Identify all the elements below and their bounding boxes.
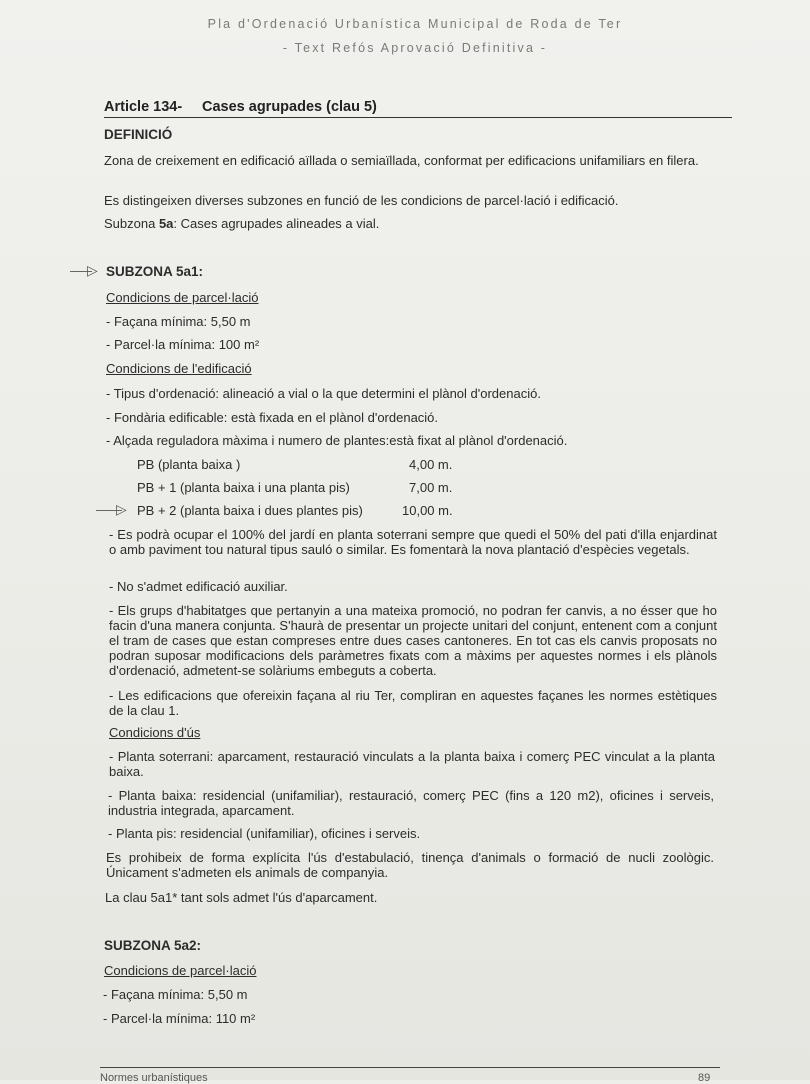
parcelacio-heading-5a2: Condicions de parcel·lació [104, 963, 257, 978]
running-header-title: Pla d'Ordenació Urbanística Municipal de Roda de Ter [207, 17, 623, 31]
us-planta-baixa: - Planta baixa: residencial (unifamiliar), restauració, comerç PEC (fins a 120 m2), oficines i serveis, industria integrada, aparcament. [108, 788, 714, 818]
subzona-code: 5a [158, 216, 174, 231]
running-header-subtitle: - Text Refós Aprovació Definitiva - [282, 41, 548, 55]
tipus-ordenacio: - Tipus d'ordenació: alineació a vial o la que determini el plànol d'ordenació. [106, 386, 541, 401]
footer-label: Normes urbanístiques [100, 1072, 208, 1084]
us-planta-pis: - Planta pis: residencial (unifamiliar), oficines i serveis. [108, 826, 421, 841]
planta-row-value: 7,00 m. [409, 480, 453, 495]
soterrani-paragraph: - Es podrà ocupar el 100% del jardí en planta soterrani sempre que quedi el 50% del pati d'illa enjardinat o amb paviment tou natural tipus sauló o similar. Es fomentarà la nova plantació d'espècies vegetals. [109, 527, 717, 557]
prohibeix-paragraph: Es prohibeix de forma explícita l'ús d'estabulació, tinença d'animals o formació de nucli zoològic. Únicament s'admeten els animals de companyia. [106, 850, 714, 880]
footer-rule [100, 1067, 720, 1068]
article-name: Cases agrupades (clau 5) [202, 99, 377, 115]
planta-row-label: PB + 1 (planta baixa i una planta pis) [137, 480, 350, 495]
definicio-paragraph-2: Es distingeixen diverses subzones en funció de les condicions de parcel·lació i edificació. [104, 193, 619, 208]
definicio-paragraph-3 [104, 216, 379, 231]
page-number: 89 [698, 1072, 711, 1084]
article-number: Article 134- [104, 99, 183, 115]
subzona-5a1-heading: SUBZONA 5a1: [106, 264, 204, 279]
us-heading: Condicions d'ús [109, 725, 201, 740]
planta-row-value: 10,00 m. [402, 503, 453, 518]
handwritten-arrow-icon: ▷ [116, 501, 127, 517]
subzona-prefix: Subzona [104, 216, 159, 231]
planta-row-label: PB + 2 (planta baixa i dues plantes pis) [137, 503, 363, 518]
facana-minima: - Façana mínima: 5,50 m [106, 314, 251, 329]
subzona-5a2-heading: SUBZONA 5a2: [104, 938, 202, 953]
fondaria-edificable: - Fondària edificable: està fixada en el plànol d'ordenació. [106, 410, 439, 425]
parcelacio-heading: Condicions de parcel·lació [106, 290, 259, 305]
definicio-heading: DEFINICIÓ [104, 127, 173, 142]
parcela-minima: - Parcel·la mínima: 100 m² [106, 337, 260, 352]
ter-paragraph: - Les edificacions que ofereixin façana al riu Ter, compliran en aquestes façanes les normes estètiques de la clau 1. [109, 688, 717, 718]
planta-row-value: 4,00 m. [409, 457, 453, 472]
grups-paragraph: - Els grups d'habitatges que pertanyin a una mateixa promoció, no podran fer canvis, a no ésser que ho facin d'una manera conjunta. S'haurà de presentar un projecte unitari del conjunt, entenent com a conjunt el tram de cases que estan compreses entre dues cases cantoneres. En tot cas els canvis proposats no podran suposar modificacions dels paràmetres fixats com a màxims per aquestes normes i els plànols d'ordenació, admetent-se solàriums embeguts a coberta. [109, 603, 717, 678]
handwritten-arrow-icon: ▷ [87, 262, 98, 278]
parcela-minima-5a2: - Parcel·la mínima: 110 m² [103, 1011, 256, 1026]
definicio-paragraph-1: Zona de creixement en edificació aïllada o semiaïllada, conformat per edificacions unifamiliars en filera. [104, 153, 699, 168]
subzona-description: : Cases agrupades alineades a vial. [173, 216, 380, 231]
planta-row-label: PB (planta baixa ) [137, 457, 241, 472]
facana-minima-5a2: - Façana mínima: 5,50 m [103, 987, 248, 1002]
clau-5a1-paragraph: La clau 5a1* tant sols admet l'ús d'aparcament. [105, 890, 378, 905]
alcada-reguladora: - Alçada reguladora màxima i numero de plantes:està fixat al plànol d'ordenació. [106, 433, 568, 448]
edificacio-heading: Condicions de l'edificació [106, 361, 252, 376]
article-title [104, 99, 732, 118]
auxiliar-paragraph: - No s'admet edificació auxiliar. [109, 579, 288, 594]
us-soterrani: - Planta soterrani: aparcament, restauració vinculats a la planta baixa i comerç PEC vinculat a la planta baixa. [109, 749, 715, 779]
